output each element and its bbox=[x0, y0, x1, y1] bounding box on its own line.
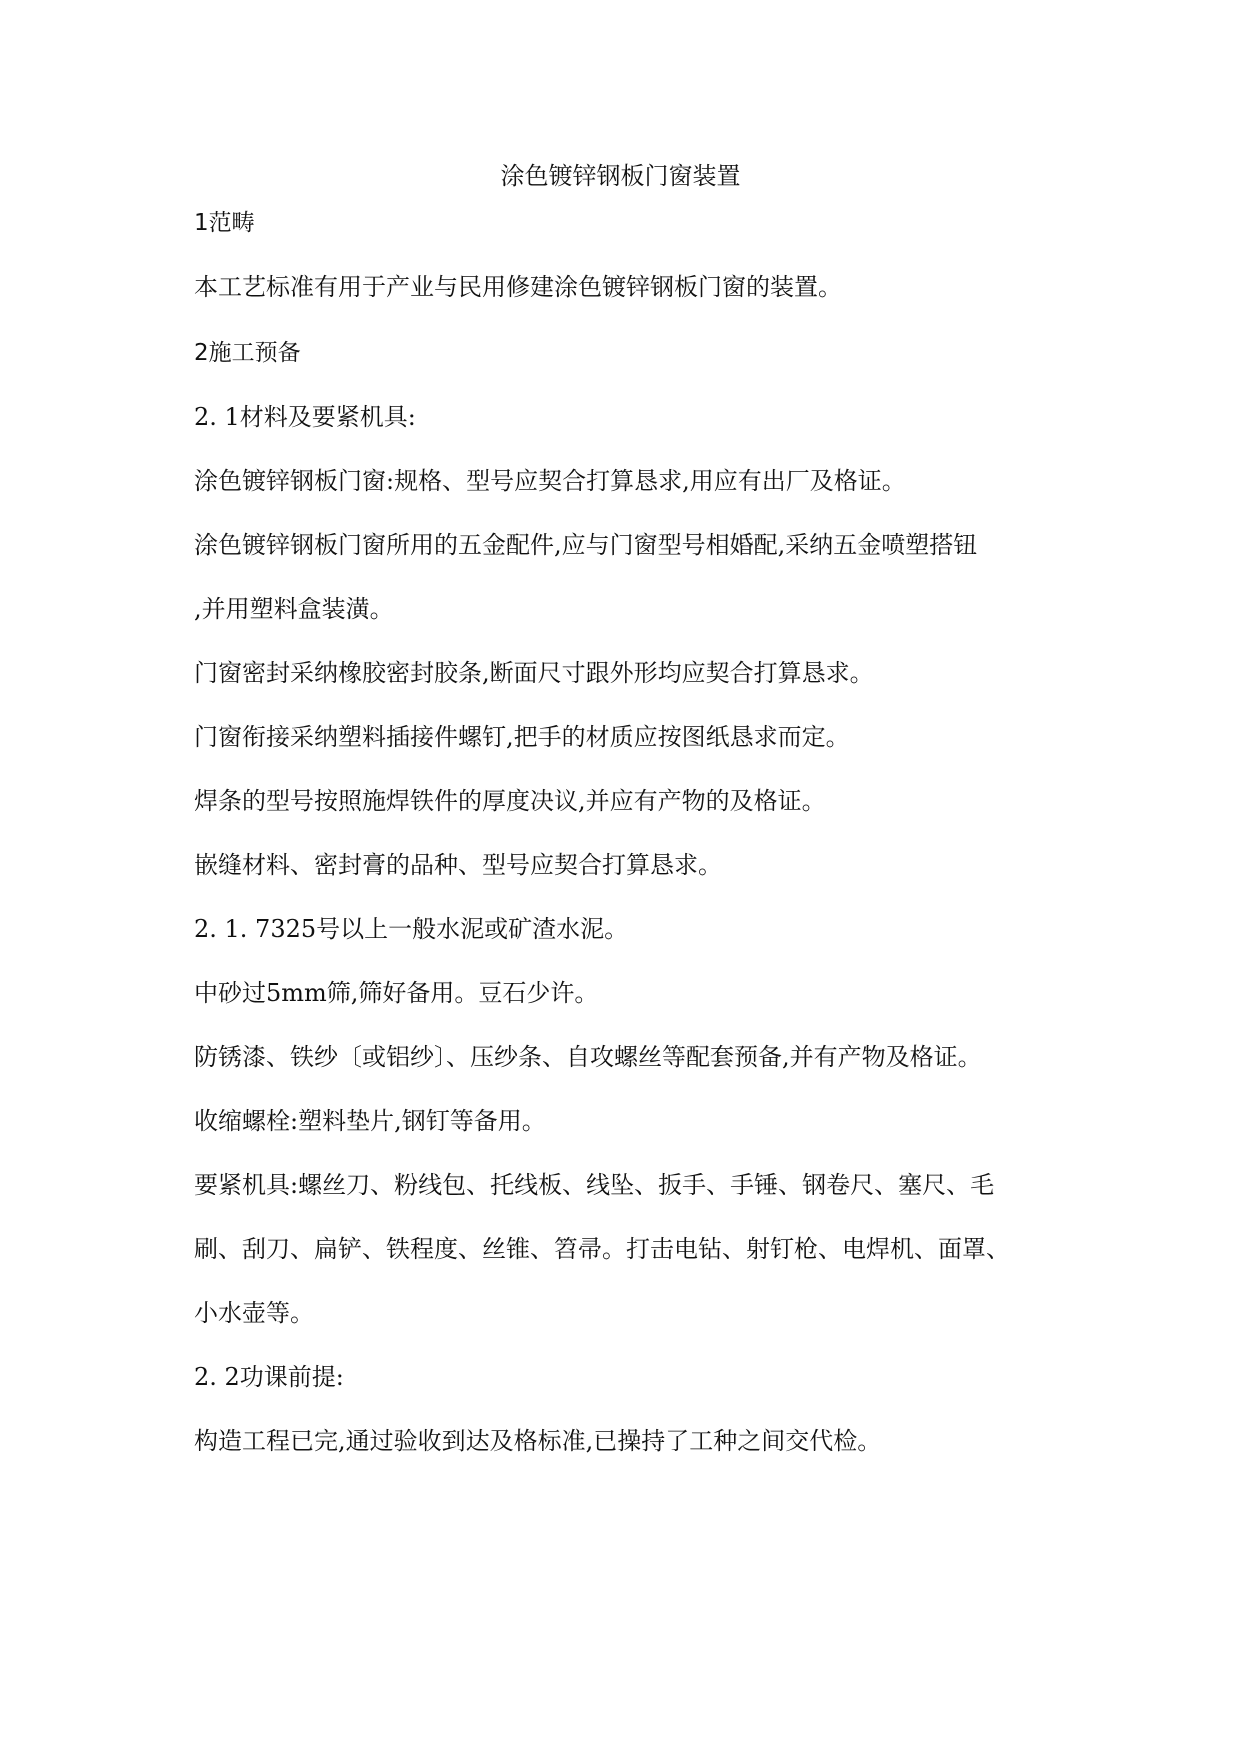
paragraph-line: 焊条的型号按照施焊铁件的厚度决议,并应有产物的及格证。 bbox=[194, 787, 826, 815]
paragraph-line: 2. 1. 7325号以上一般水泥或矿渣水泥。 bbox=[194, 915, 629, 943]
document-title: 涂色镀锌钢板门窗装置 bbox=[500, 162, 741, 190]
section-heading: 2施工预备 bbox=[194, 340, 301, 366]
subsection-heading: 2. 2功课前提: bbox=[194, 1363, 344, 1391]
paragraph-line: 小水壶等。 bbox=[194, 1299, 314, 1327]
paragraph-line: 中砂过5mm筛,筛好备用。豆石少许。 bbox=[194, 979, 599, 1007]
paragraph-line: 涂色镀锌钢板门窗所用的五金配件,应与门窗型号相婚配,采纳五金喷塑搭钮 bbox=[194, 531, 978, 559]
paragraph-line: 涂色镀锌钢板门窗:规格、型号应契合打算恳求,用应有出厂及格证。 bbox=[194, 467, 906, 495]
paragraph-line: 刷、刮刀、扁铲、铁程度、丝锥、笤帚。打击电钻、射钉枪、电焊机、面罩、 bbox=[194, 1235, 1010, 1263]
paragraph-line: 本工艺标准有用于产业与民用修建涂色镀锌钢板门窗的装置。 bbox=[194, 273, 842, 301]
paragraph-line: 嵌缝材料、密封膏的品种、型号应契合打算恳求。 bbox=[194, 851, 722, 879]
paragraph-line: 防锈漆、铁纱〔或铝纱〕、压纱条、自攻螺丝等配套预备,并有产物及格证。 bbox=[194, 1043, 982, 1071]
paragraph-line: 收缩螺栓:塑料垫片,钢钉等备用。 bbox=[194, 1107, 546, 1135]
paragraph-line: ,并用塑料盒装潢。 bbox=[194, 595, 394, 623]
paragraph-line: 构造工程已完,通过验收到达及格标准,已操持了工种之间交代检。 bbox=[194, 1427, 882, 1455]
paragraph-line: 要紧机具:螺丝刀、粉线包、托线板、线坠、扳手、手锤、钢卷尺、塞尺、毛 bbox=[194, 1171, 995, 1199]
paragraph-line: 门窗密封采纳橡胶密封胶条,断面尺寸跟外形均应契合打算恳求。 bbox=[194, 659, 874, 687]
section-heading: 1范畴 bbox=[194, 210, 255, 236]
subsection-heading: 2. 1材料及要紧机具: bbox=[194, 403, 416, 431]
paragraph-line: 门窗衔接采纳塑料插接件螺钉,把手的材质应按图纸恳求而定。 bbox=[194, 723, 850, 751]
